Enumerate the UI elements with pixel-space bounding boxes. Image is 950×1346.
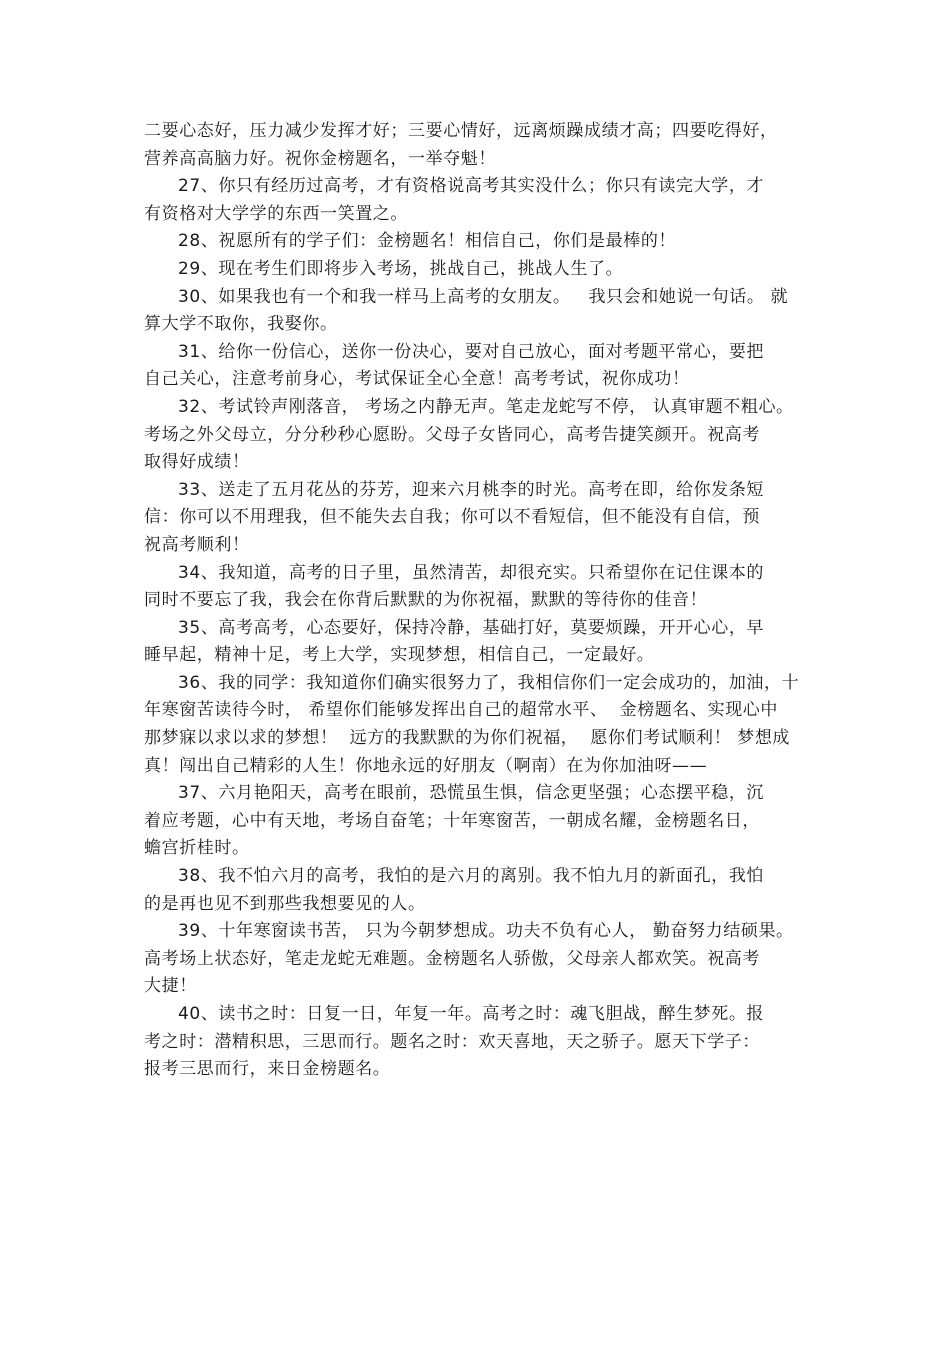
paragraph-40-line: 40、读书之时：日复一日，年复一年。高考之时：魂飞胆战，醉生梦死。报 (178, 1004, 765, 1024)
paragraph-34-line: 34、我知道，高考的日子里，虽然清苦，却很充实。只希望你在记住课本的 (178, 562, 765, 583)
paragraph-32-line: 32、考试铃声刚落音， 考场之内静无声。笔走龙蛇写不停， 认真审题不粗心。 (178, 396, 794, 417)
paragraph-37-line: 37、六月艳阳天，高考在眼前，恐慌虽生惧，信念更坚强；心态摆平稳，沉 (178, 783, 765, 804)
text-line: 高考场上状态好，笔走龙蛇无难题。金榜题名人骄傲，父母亲人都欢笑。祝高考 (144, 948, 760, 969)
text-line: 睡早起，精神十足，考上大学，实现梦想，相信自己，一定最好。 (144, 645, 655, 666)
text-line: 自己关心，注意考前身心，考试保证全心全意！高考考试，祝你成功！ (144, 369, 690, 390)
paragraph-28-line: 28、祝愿所有的学子们：金榜题名！相信自己，你们是最棒的！ (178, 231, 677, 252)
paragraph-35-line: 35、高考高考，心态要好，保持冷静，基础打好，莫要烦躁，开开心心，早 (178, 617, 765, 638)
paragraph-36-line: 36、我的同学：我知道你们确实很努力了，我相信你们一定会成功的，加油，十 (178, 672, 800, 693)
text-line: 蟾宫折桂时。 (144, 838, 250, 859)
text-line: 着应考题，心中有天地，考场自奋笔；十年寒窗苦，一朝成名耀，金榜题名日， (144, 810, 760, 831)
text-line: 大捷！ (144, 976, 197, 997)
text-line: 营养高高脑力好。祝你金榜题名，一举夺魁！ (144, 148, 496, 169)
paragraph-31-line: 31、给你一份信心，送你一份决心，要对自己放心，面对考题平常心，要把 (178, 341, 765, 362)
paragraph-30-line: 30、如果我也有一个和我一样马上高考的女朋友。 我只会和她说一句话。 就 (178, 286, 789, 307)
text-line: 考之时：潜精积思，三思而行。题名之时：欢天喜地，天之骄子。愿天下学子： (144, 1031, 760, 1052)
text-line: 有资格对大学学的东西一笑置之。 (144, 203, 408, 224)
text-line: 年寒窗苦读待今时， 希望你们能够发挥出自己的超常水平、 金榜题名、实现心中 (144, 700, 779, 721)
text-line: 真！闯出自己精彩的人生！你地永远的好朋友（啊南）在为你加油呀—— (144, 755, 708, 776)
text-line: 祝高考顺利！ (144, 534, 250, 555)
text-line: 取得好成绩！ (144, 452, 250, 473)
paragraph-33-line: 33、送走了五月花丛的芬芳，迎来六月桃李的时光。高考在即，给你发条短 (178, 479, 765, 500)
paragraph-39-line: 39、十年寒窗读书苦， 只为今朝梦想成。功夫不负有心人， 勤奋努力结硕果。 (178, 921, 794, 942)
text-line: 报考三思而行，来日金榜题名。 (144, 1059, 391, 1080)
paragraph-27-line: 27、你只有经历过高考，才有资格说高考其实没什么；你只有读完大学，才 (178, 176, 765, 197)
text-line: 那梦寐以求以求的梦想！ 远方的我默默的为你们祝福， 愿你们考试顺利！ 梦想成 (144, 728, 791, 749)
paragraph-29-line: 29、现在考生们即将步入考场，挑战自己，挑战人生了。 (178, 258, 624, 279)
text-line: 同时不要忘了我，我会在你背后默默的为你祝福，默默的等待你的佳音！ (144, 590, 708, 611)
text-line: 算大学不取你，我娶你。 (144, 314, 338, 335)
text-line: 二要心态好，压力减少发挥才好；三要心情好，远离烦躁成绩才高；四要吃得好， (144, 121, 778, 141)
text-line: 的是再也见不到那些我想要见的人。 (144, 893, 426, 914)
paragraph-38-line: 38、我不怕六月的高考，我怕的是六月的离别。我不怕九月的新面孔，我怕 (178, 866, 765, 887)
text-line: 信：你可以不用理我，但不能失去自我；你可以不看短信，但不能没有自信，预 (144, 507, 760, 528)
text-line: 考场之外父母立，分分秒秒心愿盼。父母子女皆同心，高考告捷笑颜开。祝高考 (144, 424, 760, 445)
document-body (144, 118, 816, 1084)
